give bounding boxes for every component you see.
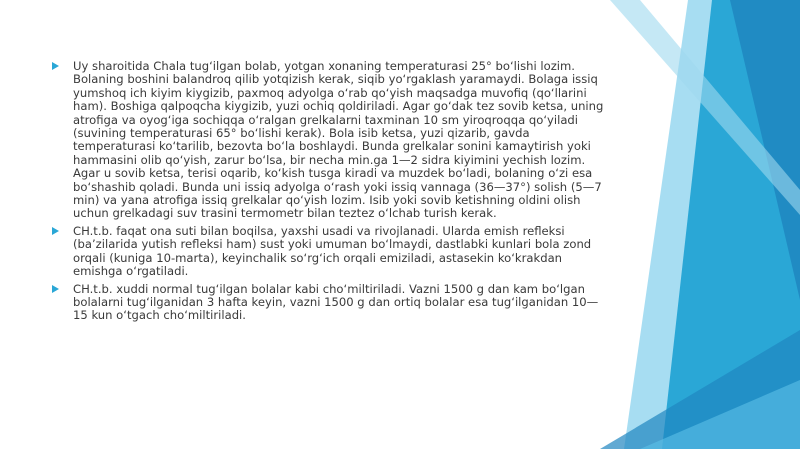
bullet-text: CH.t.b. faqat ona suti bilan boqilsa, yaxshi usadi va rivojlanadi. Ularda emish refleksi (ba’zilarida yutish refleksi ham) sust yoki umuman bo‘lmaydi, dastlabki kunlari bola zond orqali (kuniga 10-marta), keyinchalik so‘rg‘ich orqali emiziladi, astasekin ko‘krakdan emishga o‘rgatiladi.: [73, 223, 592, 279]
bullet-item: [52, 225, 608, 279]
content-text-area: [52, 60, 608, 327]
triangle-bullet-icon: [52, 62, 59, 70]
bullet-item: [52, 283, 608, 323]
triangle-bullet-icon: [52, 285, 59, 293]
bullet-item: [52, 60, 608, 221]
triangle-bullet-icon: [52, 227, 59, 235]
bullet-text: Uy sharoitida Chala tug‘ilgan bolab, yotgan xonaning temperaturasi 25° bo‘lishi lozim. Bolaning boshini balandroq qilib yotqizish kerak, siqib yo‘rgaklash yaramaydi. Bolaga issiq yumshoq ich kiyim kiygizib, paxmoq adyolga o‘rab qo‘yish maqsadga muvofiq (qo‘llarini ham). Boshiga qalpoqcha kiygizib, yuzi ochiq qoldiriladi. Agar go‘dak tez sovib ketsa, uning atrofiga va oyog‘iga sochiqqa o‘ralgan grelkalarni taxminan 10 sm yiroqroqqa qo‘yiladi (suvining temperaturasi 65° bo‘lishi kerak). Bola isib ketsa, yuzi qizarib, gavda temperaturasi ko‘tarilib, bezovta bo‘la boshlaydi. Bunda grelkalar sonini kamaytirish yoki hammasini olib qo‘yish, zarur bo‘lsa, bir necha min.ga 1—2 sidra kiyimini yechish lozim. Agar u sovib ketsa, terisi oqarib, ko‘kish tusga kiradi va muzdek bo‘ladi, bolaning o‘zi esa bo‘shashib qoladi. Bunda uni issiq adyolga o‘rash yoki issiq vannaga (36—37°) solish (5—7 min) va yana atrofiga issiq grelkalar qo‘yish lozim. Isib yoki sovib ketishning oldini olish uchun grelkadagi suv trasini termometr bilan teztez o‘lchab turish kerak.: [73, 59, 604, 221]
bullet-text: CH.t.b. xuddi normal tug‘ilgan bolalar kabi cho‘miltiriladi. Vazni 1500 g dan kam bo‘lgan bolalarni tug‘ilganidan 3 hafta keyin, vazni 1500 g dan ortiq bolalar esa tug‘ilganidan 10—15 kun o‘tgach cho‘miltiriladi.: [73, 281, 599, 323]
